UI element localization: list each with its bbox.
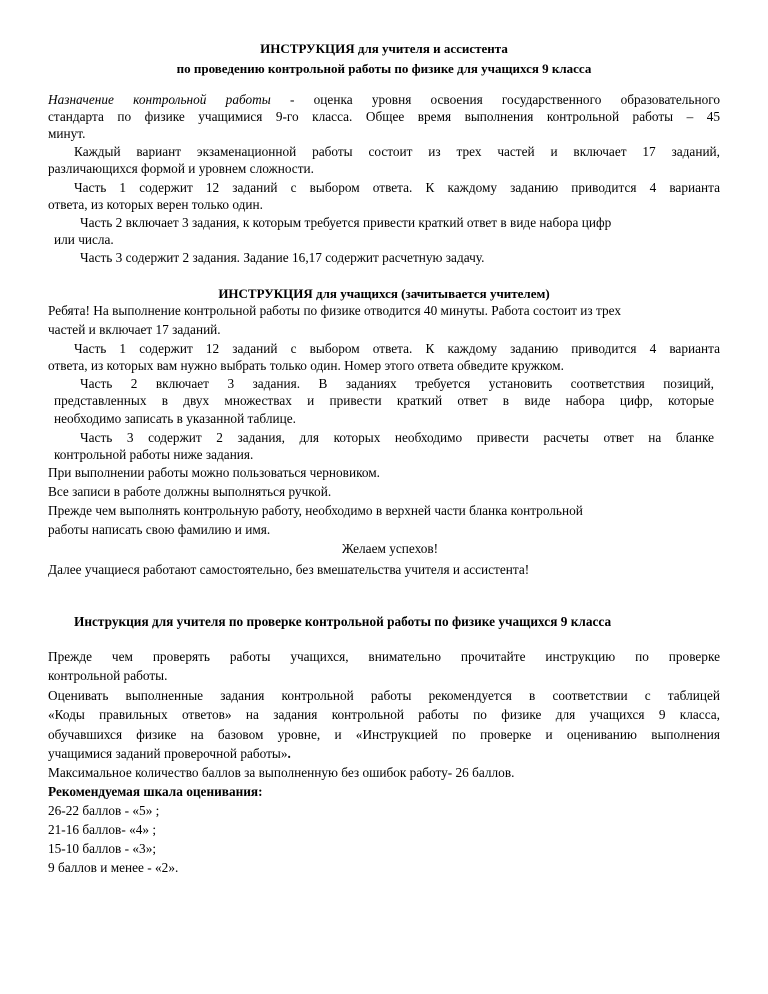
header-title-rest: для учителя и ассистента bbox=[354, 41, 508, 56]
check-title: Инструкция для учителя по проверке контрольной работы по физике учащихся 9 класса bbox=[74, 614, 612, 629]
students-line-15: Далее учащиеся работают самостоятельно, без вмешательства учителя и ассистента! bbox=[48, 562, 530, 577]
check-line-6 bbox=[48, 746, 291, 762]
students-title-rest: для учащихся (зачитывается учителем) bbox=[312, 286, 550, 301]
intro-line-2: стандарта по физике учащимися 9-го класса. Общее время выполнения контрольной работы – 45 bbox=[48, 109, 720, 124]
students-line-5: Часть 2 включает 3 задания. В заданиях требуется установить соответствия позиций, bbox=[80, 376, 714, 391]
header-title-bold: ИНСТРУКЦИЯ bbox=[260, 41, 355, 56]
students-line-9: контрольной работы ниже задания. bbox=[54, 447, 254, 462]
check-line-5: обучавшихся физике на базовом уровне, и «Инструкцией по проверке и оцениванию выполнения bbox=[48, 727, 720, 742]
intro-line-8: Часть 2 включает 3 задания, к которым требуется привести краткий ответ в виде набора цифр bbox=[80, 215, 612, 230]
intro-line-1 bbox=[48, 92, 720, 108]
students-line-13: работы написать свою фамилию и имя. bbox=[48, 522, 271, 537]
intro-line-4: Каждый вариант экзаменационной работы состоит из трех частей и включает 17 заданий, bbox=[74, 144, 720, 159]
intro-line-6: Часть 1 содержит 12 заданий с выбором ответа. К каждому заданию приводится 4 варианта bbox=[74, 180, 720, 195]
students-title-bold: ИНСТРУКЦИЯ bbox=[218, 286, 313, 301]
check-line-6-dot: . bbox=[287, 746, 291, 761]
students-line-2: частей и включает 17 заданий. bbox=[48, 322, 221, 337]
intro-purpose-label: Назначение контрольной работы bbox=[48, 92, 271, 107]
check-line-3: Оценивать выполненные задания контрольной работы рекомендуется в соответствии с таблицей bbox=[48, 688, 720, 703]
students-title bbox=[0, 286, 768, 302]
intro-line-3: минут. bbox=[48, 126, 86, 141]
intro-line-7: ответа, из которых верен только один. bbox=[48, 197, 263, 212]
students-line-1: Ребята! На выполнение контрольной работы по физике отводится 40 минуты. Работа состоит из трех bbox=[48, 303, 621, 318]
check-scale-title: Рекомендуемая шкала оценивания: bbox=[48, 784, 263, 799]
check-scale-5: 26-22 баллов - «5» ; bbox=[48, 803, 160, 818]
students-line-11: Все записи в работе должны выполняться ручкой. bbox=[48, 484, 332, 499]
header-title-line-1 bbox=[0, 41, 768, 57]
check-line-2: контрольной работы. bbox=[48, 668, 168, 683]
check-scale-4: 21-16 баллов- «4» ; bbox=[48, 822, 157, 837]
intro-purpose-text: - оценка уровня освоения государственного образовательного bbox=[270, 92, 720, 107]
check-line-1: Прежде чем проверять работы учащихся, внимательно прочитайте инструкцию по проверке bbox=[48, 649, 720, 664]
students-line-8: Часть 3 содержит 2 задания, для которых необходимо привести расчеты ответ на бланке bbox=[80, 430, 714, 445]
students-line-10: При выполнении работы можно пользоваться черновиком. bbox=[48, 465, 380, 480]
students-line-7: необходимо записать в указанной таблице. bbox=[54, 411, 296, 426]
students-wish: Желаем успехов! bbox=[341, 541, 439, 556]
intro-line-10: Часть 3 содержит 2 задания. Задание 16,17 содержит расчетную задачу. bbox=[80, 250, 485, 265]
check-scale-3: 15-10 баллов - «3»; bbox=[48, 841, 157, 856]
students-line-12: Прежде чем выполнять контрольную работу, необходимо в верхней части бланка контрольной bbox=[48, 503, 583, 518]
intro-line-5: различающихся формой и уровнем сложности. bbox=[48, 161, 314, 176]
check-line-4: «Коды правильных ответов» на задания контрольной работы по физике для учащихся 9 класса, bbox=[48, 707, 720, 722]
students-line-4: ответа, из которых вам нужно выбрать только один. Номер этого ответа обведите кружком. bbox=[48, 358, 564, 373]
intro-line-9: или числа. bbox=[54, 232, 114, 247]
students-line-3: Часть 1 содержит 12 заданий с выбором ответа. К каждому заданию приводится 4 варианта bbox=[74, 341, 720, 356]
check-scale-2: 9 баллов и менее - «2». bbox=[48, 860, 179, 875]
students-line-6: представленных в двух множествах и привести краткий ответ в виде набора цифр, которые bbox=[54, 393, 714, 408]
header-title-line-2: по проведению контрольной работы по физике для учащихся 9 класса bbox=[176, 61, 592, 76]
check-max-score: Максимальное количество баллов за выполненную без ошибок работу- 26 баллов. bbox=[48, 765, 515, 780]
check-line-6-text: учащимися заданий проверочной работы» bbox=[48, 746, 288, 761]
